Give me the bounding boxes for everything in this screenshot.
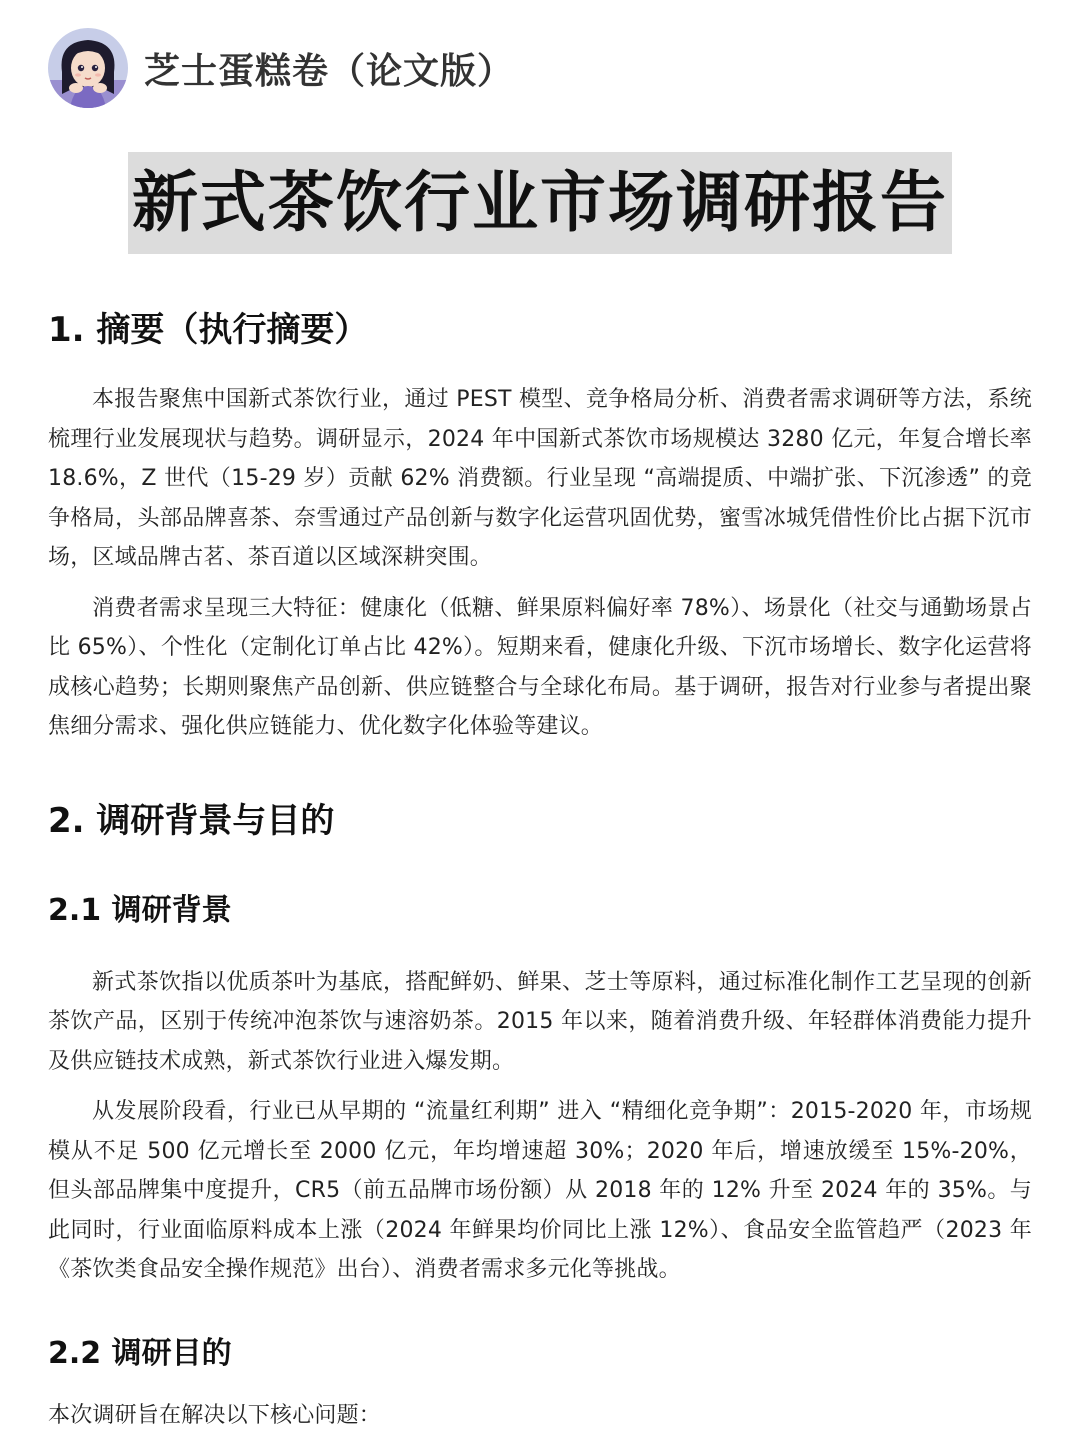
cartoon-girl-avatar-icon[interactable] xyxy=(48,28,128,108)
subsection-heading-purpose: 2.2 调研目的 xyxy=(48,1335,232,1371)
title-wrap xyxy=(0,152,1080,254)
section-background-purpose xyxy=(48,791,1032,1436)
section-heading-summary: 1. 摘要（执行摘要） xyxy=(48,310,369,350)
background-paragraph-1: 新式茶饮指以优质茶叶为基底，搭配鲜奶、鲜果、芝士等原料，通过标准化制作工艺呈现的创新茶饮产品，区别于传统冲泡茶饮与速溶奶茶。2015 年以来，随着消费升级、年轻群体消费能力提升及供应链技术成熟，新式茶饮行业进入爆发期。 xyxy=(48,969,1032,1074)
document-body xyxy=(48,300,1032,1435)
section-heading-background-purpose: 2. 调研背景与目的 xyxy=(48,800,335,841)
purpose-paragraph-1: 本次调研旨在解决以下核心问题： xyxy=(48,1402,382,1428)
page-title: 新式茶饮行业市场调研报告 xyxy=(128,152,952,254)
summary-paragraph-2: 消费者需求呈现三大特征：健康化（低糖、鲜果原料偏好率 78%）、场景化（社交与通勤场景占比 65%）、个性化（定制化订单占比 42%）。短期来看，健康化升级、下沉市场增长、数字化运营将成核心趋势；长期则聚焦产品创新、供应链整合与全球化布局。基于调研，报告对行业参与者提出聚焦细分需求、强化供应链能力、优化数字化体验等建议。 xyxy=(48,595,1032,739)
author-name[interactable]: 芝士蛋糕卷（论文版） xyxy=(144,50,515,92)
background-paragraph-2: 从发展阶段看，行业已从早期的 “流量红利期” 进入 “精细化竞争期”：2015-2020 年，市场规模从不足 500 亿元增长至 2000 亿元，年均增速超 30%；2020 年后，增速放缓至 15%-20%，但头部品牌集中度提升，CR5（前五品牌市场份额）从 2018 年的 12% 升至 2024 年的 35%。与此同时，行业面临原料成本上涨（2024 年鲜果均价同比上涨 12%）、食品安全监管趋严（2023 年《茶饮类食品安全操作规范》出台）、消费者需求多元化等挑战。 xyxy=(48,1099,1032,1282)
subsection-heading-background: 2.1 调研背景 xyxy=(48,892,232,928)
summary-paragraph-1: 本报告聚焦中国新式茶饮行业，通过 PEST 模型、竞争格局分析、消费者需求调研等方法，系统梳理行业发展现状与趋势。调研显示，2024 年中国新式茶饮市场规模达 3280 亿元，年复合增长率 18.6%，Z 世代（15-29 岁）贡献 62% 消费额。行业呈现 “高端提质、中端扩张、下沉渗透” 的竞争格局，头部品牌喜茶、奈雪通过产品创新与数字化运营巩固优势，蜜雪冰城凭借性价比占据下沉市场，区域品牌古茗、茶百道以区域深耕突围。 xyxy=(48,387,1032,570)
section-summary xyxy=(48,300,1032,747)
author-bar xyxy=(48,28,514,108)
